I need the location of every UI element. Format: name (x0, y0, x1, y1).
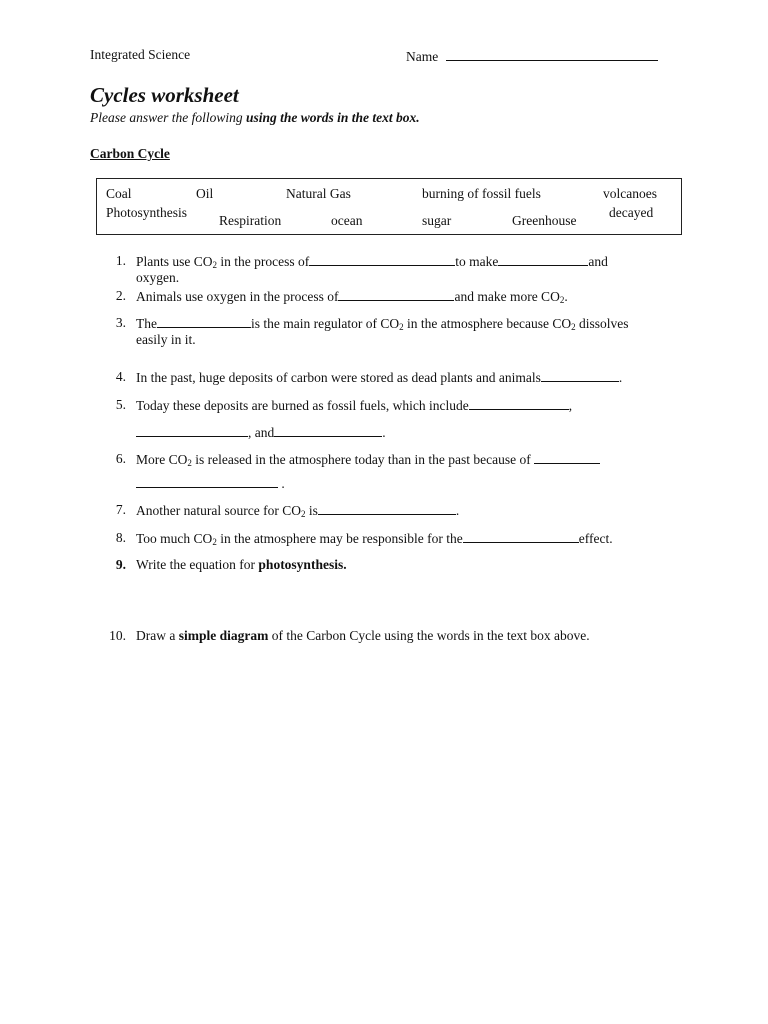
word-greenhouse: Greenhouse (512, 213, 577, 228)
question-text: effect. (578, 531, 613, 546)
instructions (90, 110, 420, 126)
answer-blank[interactable] (498, 252, 588, 266)
question-text: , and (248, 425, 275, 440)
question-text: Today these deposits are burned as fossil fuels, which include (136, 398, 469, 413)
question-emphasis: simple diagram (178, 628, 269, 643)
question-text: Draw a (136, 628, 179, 643)
worksheet-title: Cycles worksheet (90, 83, 239, 107)
question-text: Too much CO (136, 531, 213, 546)
subscript: 2 (187, 458, 192, 468)
word-decayed: decayed (609, 205, 654, 220)
word-photosynthesis: Photosynthesis (106, 205, 188, 220)
name-label: Name (406, 49, 439, 64)
name-blank[interactable] (446, 47, 658, 61)
question-number: 1. (115, 253, 126, 268)
question-text: Another natural source for CO (136, 503, 301, 518)
question-text: is the main regulator of CO (251, 316, 400, 331)
word-respiration: Respiration (219, 213, 282, 228)
question-number: 7. (115, 502, 126, 517)
question-text: of the Carbon Cycle using the words in the text box above. (268, 628, 590, 643)
question-text: . (618, 370, 623, 385)
word-sugar: sugar (422, 213, 452, 228)
answer-blank[interactable] (157, 314, 251, 328)
question-text: . (382, 425, 386, 440)
question-number: 8. (115, 530, 126, 545)
question-number: 5. (115, 397, 126, 412)
question-number: 9. (115, 557, 126, 572)
word-coal: Coal (106, 186, 132, 201)
answer-blank[interactable] (136, 423, 248, 437)
course-label: Integrated Science (90, 47, 191, 62)
question-number: 6. (115, 451, 126, 466)
question-text: In the past, huge deposits of carbon were stored as dead plants and animals (136, 370, 541, 385)
question-text: Animals use oxygen in the process of (136, 289, 339, 304)
word-ocean: ocean (331, 213, 363, 228)
question-text: Plants use CO (136, 254, 213, 269)
question-text: is (305, 503, 318, 518)
question-text: and make more CO (454, 289, 560, 304)
answer-blank[interactable] (309, 252, 455, 266)
question-number: 10. (109, 628, 126, 643)
section-title: Carbon Cycle (90, 146, 170, 161)
subscript: 2 (399, 322, 404, 332)
question-text: Write the equation for (136, 557, 259, 572)
name-field[interactable] (406, 47, 658, 65)
subscript: 2 (212, 260, 218, 270)
question-text: , (568, 398, 573, 413)
question-number: 3. (115, 315, 126, 330)
question-number: 4. (115, 369, 126, 384)
question-text: More CO (136, 452, 188, 467)
answer-blank[interactable] (338, 287, 454, 301)
question-text: and (588, 254, 608, 269)
question-text: . (564, 289, 568, 304)
question-text: . (281, 476, 285, 491)
question-text: oxygen. (136, 270, 180, 285)
answer-blank[interactable] (541, 368, 619, 382)
question-text: in the atmosphere may be responsible for the (216, 531, 463, 546)
instructions-emphasis: using the words in the text box. (246, 110, 420, 125)
question-text: is released in the atmosphere today than in the past because of (191, 452, 531, 467)
subscript: 2 (212, 537, 217, 547)
answer-blank[interactable] (274, 423, 382, 437)
question-text: to make (455, 254, 499, 269)
word-oil: Oil (196, 186, 214, 201)
question-emphasis: photosynthesis. (258, 557, 347, 572)
question-text: in the atmosphere because CO (403, 316, 572, 331)
answer-blank[interactable] (318, 501, 456, 515)
question-text: The (136, 316, 157, 331)
question-text: in the process of (217, 254, 310, 269)
question-text: . (455, 503, 460, 518)
question-text: dissolves (575, 316, 629, 331)
word-volcanoes: volcanoes (603, 186, 657, 201)
answer-blank[interactable] (136, 474, 278, 488)
answer-blank[interactable] (469, 396, 569, 410)
subscript: 2 (571, 322, 576, 332)
subscript: 2 (559, 295, 565, 305)
question-text: easily in it. (136, 332, 196, 347)
word-natural-gas: Natural Gas (286, 186, 351, 201)
instructions-text: Please answer the following (90, 110, 246, 125)
word-bank (96, 178, 682, 235)
answer-blank[interactable] (534, 450, 600, 464)
word-burning-fossil-fuels: burning of fossil fuels (422, 186, 541, 201)
question-number: 2. (115, 288, 126, 303)
answer-blank[interactable] (463, 529, 579, 543)
subscript: 2 (300, 509, 306, 519)
